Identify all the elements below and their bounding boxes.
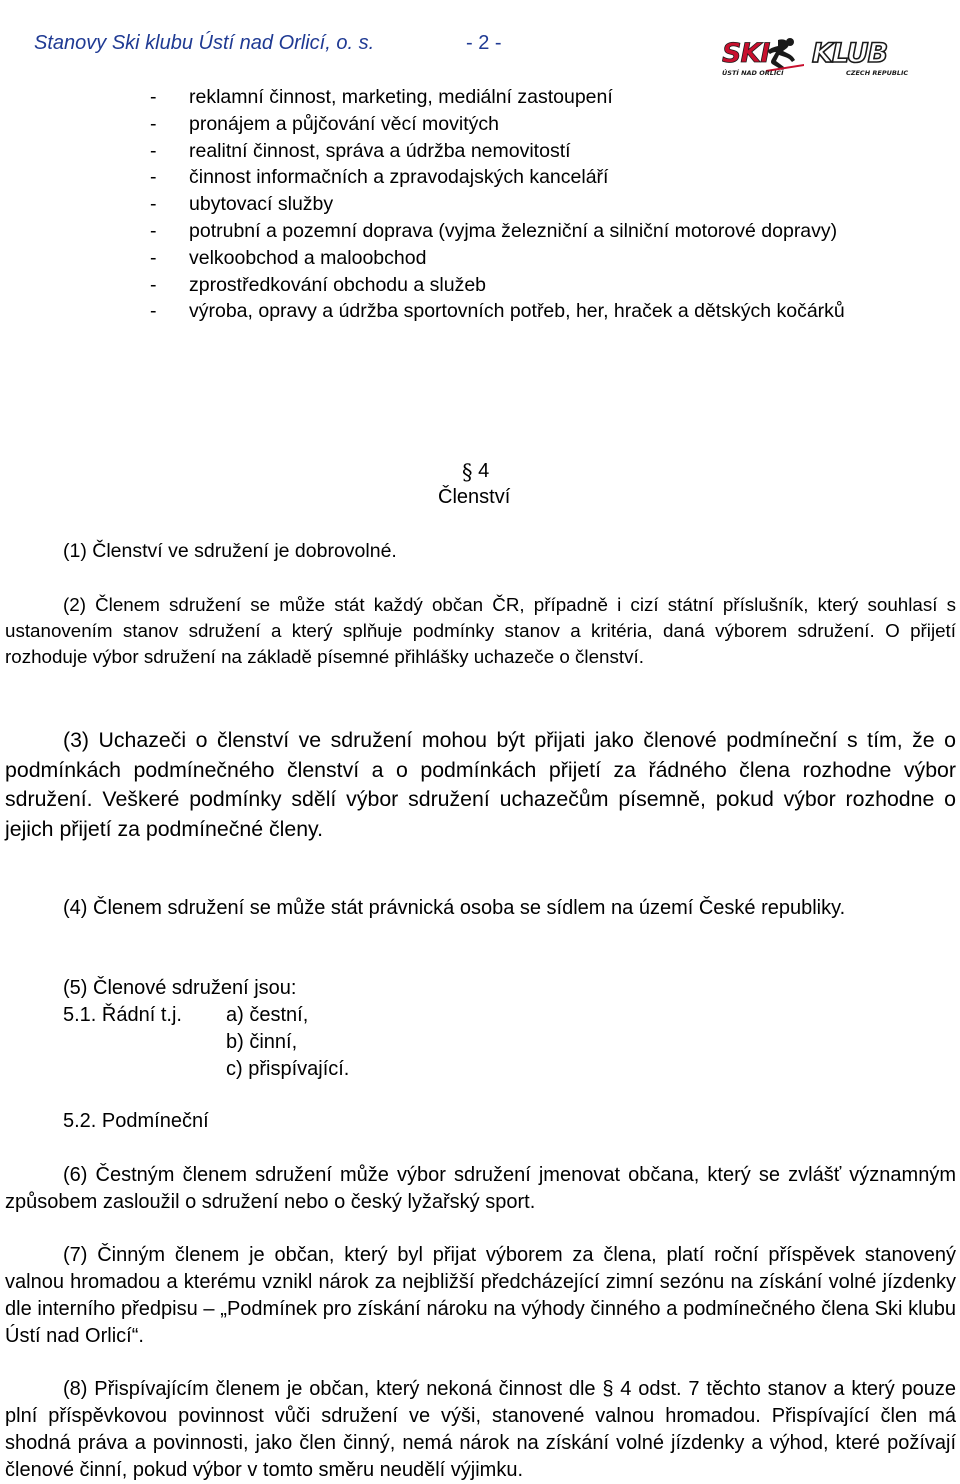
member-type-honorary: a) čestní, bbox=[226, 1004, 309, 1026]
list-dash: - bbox=[150, 246, 157, 269]
section-sign: § bbox=[462, 460, 473, 484]
list-item-text: činnost informačních a zpravodajských kanceláří bbox=[189, 166, 609, 189]
page-header bbox=[34, 30, 934, 77]
list-dash: - bbox=[150, 300, 157, 323]
list-item-text: výroba, opravy a údržba sportovních potřeb, her, hraček a dětských kočárků bbox=[189, 300, 845, 323]
list-dash: - bbox=[150, 166, 157, 189]
document-title: Stanovy Ski klubu Ústí nad Orlicí, o. s. bbox=[34, 32, 375, 54]
paragraph-5-heading: (5) Členové sdružení jsou: bbox=[63, 977, 297, 999]
paragraph-3: (3) Uchazeči o členství ve sdružení mohou být přijati jako členové podmíneční s tím, že o podmínkách podmínečného členství a o podmínkách přijetí za řádného člena rozhodne výbor sdružení. Veškeré podmínky sdělí výbor sdružení uchazečům písemně, pokud výbor rozhodne o jejich přijetí za podmínečné členy. bbox=[5, 728, 956, 841]
list-dash: - bbox=[150, 86, 157, 108]
list-item-text: potrubní a pozemní doprava (vyjma železniční a silniční motorové dopravy) bbox=[189, 219, 838, 242]
list-item-text: reklamní činnost, marketing, mediální zastoupení bbox=[189, 86, 613, 108]
list-item bbox=[150, 84, 956, 111]
list-item bbox=[150, 298, 956, 325]
list-dash: - bbox=[150, 193, 157, 216]
skier-icon bbox=[766, 38, 804, 72]
svg-text:KLUB: KLUB bbox=[812, 38, 888, 69]
list-item bbox=[150, 191, 956, 218]
svg-text:SKI: SKI bbox=[722, 38, 770, 69]
list-item-text: realitní činnost, správa a údržba nemovitostí bbox=[189, 139, 571, 162]
paragraph-6: (6) Čestným členem sdružení může výbor sdružení jmenovat občana, který se zvlášť významným způsobem zasloužil o sdružení nebo o český lyžařský sport. bbox=[5, 1164, 956, 1213]
list-item-text: pronájem a půjčování věcí movitých bbox=[189, 112, 499, 135]
paragraph-4: (4) Členem sdružení se může stát právnická osoba se sídlem na území České republiky. bbox=[63, 897, 846, 919]
paragraph-7: (7) Činným členem je občan, který byl přijat výborem za člena, platí roční příspěvek stanovený valnou hromadou a kterému vznikl nárok za nejbližší předcházející zimní sezónu na získání volné jízdenky dle interního předpisu – „Podmínek pro získání nároku na výhody činného a podmínečného člena Ski klubu Ústí nad Orlicí“. bbox=[5, 1244, 956, 1347]
list-item-text: zprostředkování obchodu a služeb bbox=[189, 273, 487, 296]
list-item-text: velkoobchod a maloobchod bbox=[189, 246, 427, 269]
list-item bbox=[150, 138, 956, 165]
svg-text:ÚSTÍ NAD ORLICÍ: ÚSTÍ NAD ORLICÍ bbox=[722, 69, 784, 77]
section-number-value: 4 bbox=[478, 460, 490, 482]
activity-list bbox=[150, 84, 956, 325]
paragraph-8: (8) Přispívajícím členem je občan, který nekoná činnost dle § 4 odst. 7 těchto stanov a který pouze plní příspěvkovou povinnost vůči sdružení ve výši, stanovené valnou hromadou. Přispívající člen má shodná práva a povinnosti, jako člen činný, nemá nárok na získání volné jízdenky a výhod, které požívají členové činní, pokud výbor v tomto směru neudělí výjimku. bbox=[5, 1378, 956, 1481]
member-type-active: b) činní, bbox=[226, 1031, 298, 1053]
list-item-text: ubytovací služby bbox=[189, 193, 334, 216]
svg-text:CZECH REPUBLIC: CZECH REPUBLIC bbox=[846, 69, 909, 77]
section-title: Členství bbox=[438, 486, 511, 508]
list-item bbox=[150, 218, 956, 245]
paragraph-2: (2) Členem sdružení se může stát každý občan ČR, případně i cizí státní příslušník, který souhlasí s ustanovením stanov sdružení a který splňuje podmínky stanov a kritéria, daná výborem sdružení. O přijetí rozhoduje výbor sdružení na základě písemné přihlášky uchazeče o členství. bbox=[5, 594, 956, 668]
list-dash: - bbox=[150, 273, 157, 296]
list-item bbox=[150, 111, 956, 138]
page-number: - 2 - bbox=[466, 32, 502, 54]
list-item bbox=[150, 245, 956, 272]
list-dash: - bbox=[150, 219, 157, 242]
member-type-regular: 5.1. Řádní t.j. bbox=[63, 1004, 182, 1026]
list-item bbox=[150, 272, 956, 299]
member-type-contributing: c) přispívající. bbox=[226, 1058, 350, 1080]
member-type-conditional: 5.2. Podmíneční bbox=[63, 1110, 209, 1132]
list-dash: - bbox=[150, 112, 157, 135]
list-dash: - bbox=[150, 139, 157, 162]
paragraph-1: (1) Členství ve sdružení je dobrovolné. bbox=[63, 540, 397, 562]
ski-klub-logo bbox=[720, 36, 910, 78]
list-item bbox=[150, 164, 956, 191]
section-number bbox=[462, 458, 489, 483]
